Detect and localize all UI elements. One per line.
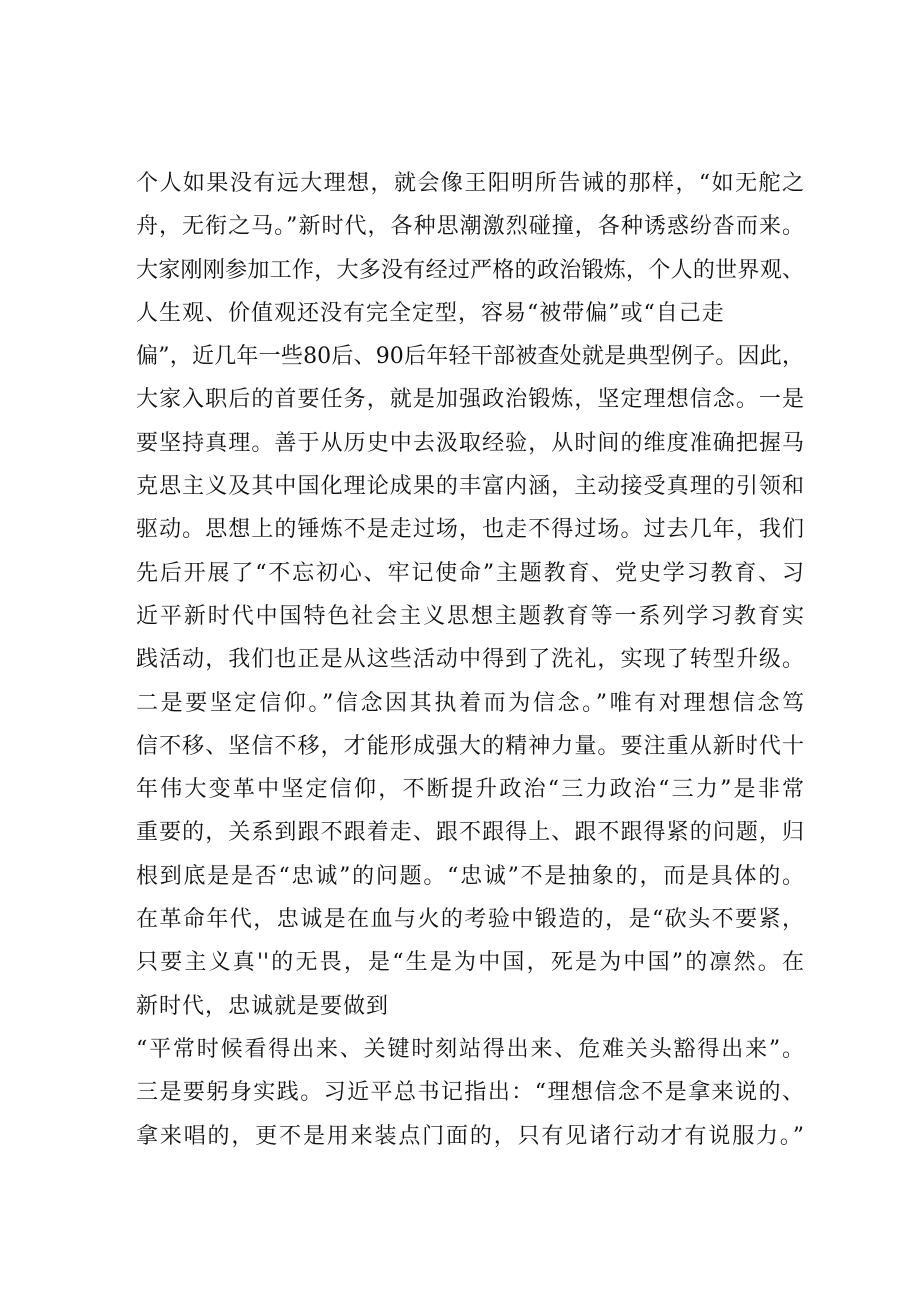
text-line: 践活动，我们也正是从这些活动中得到了洗礼，实现了转型升级。	[136, 647, 804, 673]
text-line: 二是要坚定信仰。”信念因其执着而为信念。”唯有对理想信念笃	[136, 690, 804, 716]
text-line: “平常时候看得出来、关键时刻站得出来、危难关头豁得出来”。	[136, 1036, 804, 1062]
text-line: 根到底是是否“忠诚”的问题。“忠诚”不是抽象的，而是具体的。	[136, 863, 804, 889]
text-line: 只要主义真''的无畏，是“生是为中国，死是为中国”的凛然。在	[136, 950, 804, 976]
text-line: 舟，无衔之马。”新时代，各种思潮激烈碰撞，各种诱惑纷沓而来。	[136, 214, 804, 240]
text-line: 要坚持真理。善于从历史中去汲取经验，从时间的维度准确把握马	[136, 430, 804, 456]
text-line: 近平新时代中国特色社会主义思想主题教育等一系列学习教育实	[136, 603, 804, 629]
text-line: 新时代，忠诚就是要做到	[136, 993, 390, 1019]
text-line: 驱动。思想上的锤炼不是走过场，也走不得过场。过去几年，我们	[136, 517, 804, 543]
text-line: 偏”，近几年一些80后、90后年轻干部被查处就是典型例子。因此，	[136, 344, 804, 370]
text-line: 年伟大变革中坚定信仰，不断提升政治“三力政治“三力”是非常	[136, 777, 804, 803]
text-line: 先后开展了“不忘初心、牢记使命”主题教育、党史学习教育、习	[136, 560, 804, 586]
text-line: 人生观、价值观还没有完全定型，容易“被带偏”或“自己走	[136, 300, 725, 326]
text-line: 信不移、坚信不移，才能形成强大的精神力量。要注重从新时代十	[136, 733, 804, 759]
text-line: 个人如果没有远大理想，就会像王阳明所告诫的那样，“如无舵之	[136, 171, 804, 196]
body-paragraph	[136, 162, 804, 1158]
text-line: 在革命年代，忠诚是在血与火的考验中锻造的，是“砍头不要紧，	[136, 907, 804, 933]
text-line: 大家刚刚参加工作，大多没有经过严格的政治锻炼，个人的世界观、	[136, 257, 804, 283]
text-line: 重要的，关系到跟不跟着走、跟不跟得上、跟不跟得紧的问题，归	[136, 820, 804, 846]
text-line: 三是要躬身实践。习近平总书记指出：“理想信念不是拿来说的、	[136, 1080, 804, 1106]
text-line: 克思主义及其中国化理论成果的丰富内涵，主动接受真理的引领和	[136, 474, 804, 500]
text-line: 拿来唱的，更不是用来装点门面的，只有见诸行动才有说服力。”	[136, 1123, 804, 1149]
text-line: 大家入职后的首要任务，就是加强政治锻炼，坚定理想信念。一是	[136, 387, 804, 413]
